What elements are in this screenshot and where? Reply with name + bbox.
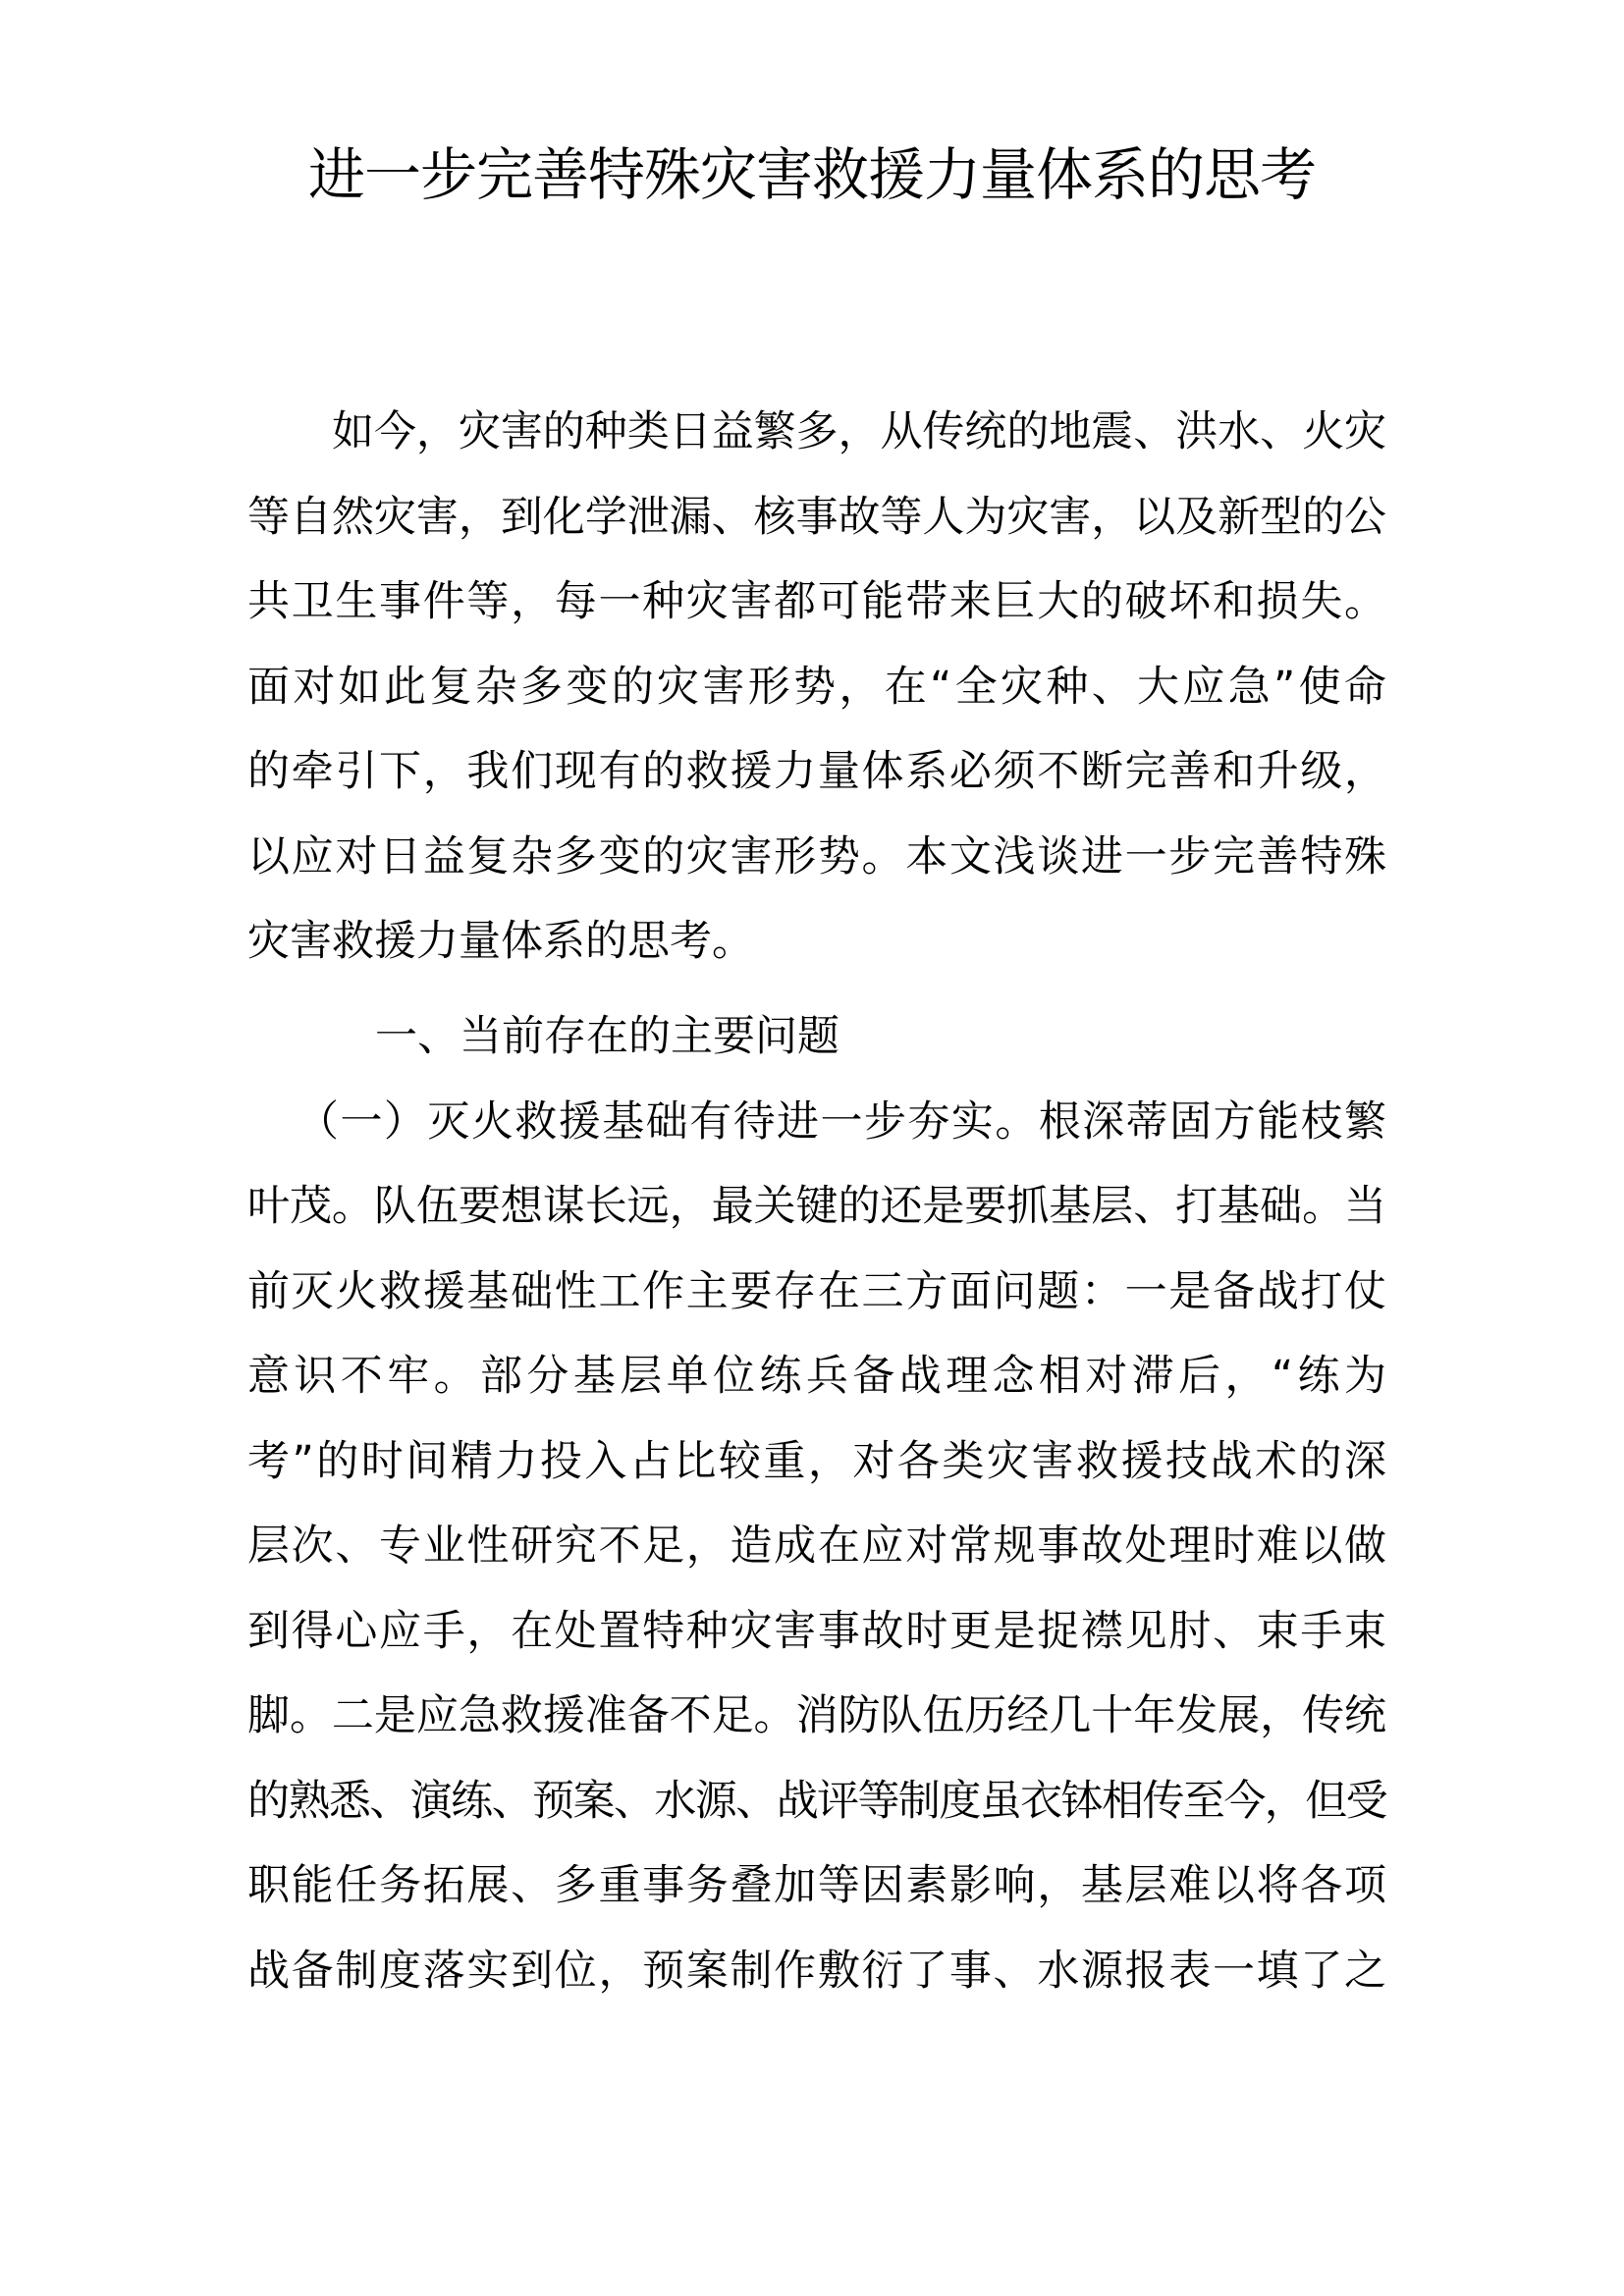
paragraph-line: 共卫生事件等，每一种灾害都可能带来巨大的破坏和损失。 (247, 577, 1386, 626)
document-title: 进一步完善特殊灾害救援力量体系的思考 (307, 141, 1316, 208)
paragraph-line: 战备制度落实到位，预案制作敷衍了事、水源报表一填了之 (247, 1947, 1386, 1996)
paragraph-line: 职能任务拓展、多重事务叠加等因素影响，基层难以将各项 (247, 1861, 1386, 1910)
paragraph-line: 的牵引下，我们现有的救援力量体系必须不断完善和升级， (247, 747, 1386, 796)
paragraph-line: 考”的时间精力投入占比较重，对各类灾害救援技战术的深 (247, 1437, 1386, 1486)
paragraph-line: 叶茂。队伍要想谋长远，最关键的还是要抓基层、打基础。当 (247, 1182, 1386, 1231)
section-heading: 一、当前存在的主要问题 (375, 1012, 839, 1061)
paragraph-line: 意识不牢。部分基层单位练兵备战理念相对滞后，“练为 (247, 1352, 1386, 1401)
paragraph-line: 的熟悉、演练、预案、水源、战评等制度虽衣钵相传至今，但受 (247, 1777, 1386, 1826)
paragraph-line: 脚。二是应急救援准备不足。消防队伍历经几十年发展，传统 (247, 1691, 1386, 1740)
paragraph-line: 面对如此复杂多变的灾害形势，在“全灾种、大应急”使命 (247, 663, 1386, 712)
paragraph-line: 灾害救援力量体系的思考。 (247, 917, 754, 966)
paragraph-line: 层次、专业性研究不足，造成在应对常规事故处理时难以做 (247, 1522, 1386, 1571)
paragraph-line: 前灭火救援基础性工作主要存在三方面问题：一是备战打仗 (247, 1267, 1386, 1316)
paragraph-line: 到得心应手，在处置特种灾害事故时更是捉襟见肘、束手束 (247, 1607, 1386, 1656)
paragraph-line: 以应对日益复杂多变的灾害形势。本文浅谈进一步完善特殊 (247, 832, 1386, 881)
paragraph-line: （一）灭火救援基础有待进一步夯实。根深蒂固方能枝繁 (297, 1097, 1386, 1147)
paragraph-line: 如今，灾害的种类日益繁多，从传统的地震、洪水、火灾 (332, 407, 1386, 456)
paragraph-line: 等自然灾害，到化学泄漏、核事故等人为灾害，以及新型的公 (247, 493, 1386, 542)
